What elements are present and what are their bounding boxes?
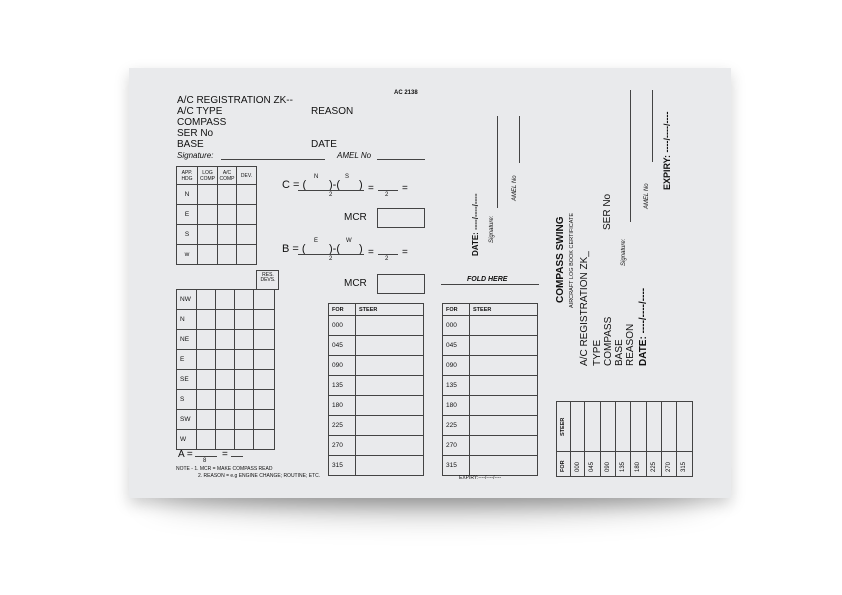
cell[interactable] — [254, 430, 275, 450]
mcr-b-box[interactable] — [377, 274, 425, 294]
vertical-date: DATE: ----/----/---- — [471, 193, 480, 256]
vertical-amel-no: AMEL No — [512, 175, 518, 201]
row-label-se: SE — [177, 370, 197, 390]
heading-180: 180 — [443, 396, 470, 416]
row-label-s: S — [177, 390, 197, 410]
vertical-signature-line[interactable] — [497, 116, 498, 208]
cell[interactable] — [254, 350, 275, 370]
heading-315: 315 — [329, 456, 356, 476]
heading-270: 270 — [662, 452, 677, 477]
cell[interactable] — [235, 350, 254, 370]
certificate-steer-table — [556, 401, 693, 477]
formula-b-e: E — [314, 238, 319, 244]
heading-090: 090 — [443, 356, 470, 376]
steer-cell[interactable] — [470, 456, 538, 476]
heading-090: 090 — [601, 452, 616, 477]
row-label-s: S — [177, 225, 198, 245]
mcr-label-2: MCR — [344, 278, 367, 289]
steer-cell[interactable] — [647, 402, 662, 452]
cell[interactable] — [216, 370, 235, 390]
fold-here-label: FOLD HERE — [467, 276, 508, 283]
row-label-sw: SW — [177, 410, 197, 430]
formula-c-n: N — [314, 174, 319, 180]
cell[interactable] — [254, 330, 275, 350]
heading-000: 000 — [571, 452, 585, 477]
header-dev: DEV. — [237, 167, 257, 185]
cell[interactable] — [254, 310, 275, 330]
heading-180: 180 — [631, 452, 647, 477]
formula-c-div: 2 — [329, 192, 333, 198]
certificate-signature: Signature: — [621, 238, 627, 266]
cell[interactable] — [197, 330, 216, 350]
row-label-e: E — [177, 205, 198, 225]
registration-label: A/C REGISTRATION ZK-- — [177, 95, 293, 106]
cell[interactable] — [237, 205, 257, 225]
row-label-w: w — [177, 245, 198, 265]
fold-line — [441, 284, 539, 285]
row-label-n: N — [177, 310, 197, 330]
steer-cell[interactable] — [631, 402, 647, 452]
row-label-ne: NE — [177, 330, 197, 350]
for-header: FOR — [329, 304, 356, 316]
cell[interactable] — [254, 370, 275, 390]
certificate-date: DATE: ----/----/---- — [638, 287, 649, 366]
compass-swing-card: AC 2138 A/C REGISTRATION ZK-- A/C TYPE REASON COMPASS SER No BASE DATE Signature: AMEL No APP. HDG LOG COMP A/C COMP DEV. N E S w C = ( N S )-( ) 2 = 2 = MCR B = ( E W )-( ) 2 = 2 = MCR RES. DEVS. NW N NE E SE S SW W A = 8 = NOTE - 1. MCR = MAKE COMPASS READ 2. REASON = e.g ENGINE CHANGE; ROUTINE; ETC. FOR STEER 000 045 090 135 180 225 270 315 FOLD HERE FOR STEER 000 045 090 135 180 225 270 315 EXPIRY:----/----/---- DATE: ----/----/---- Signature: AMEL No COMPASS SWING AIRCRAFT LOG BOOK CERTIFICATE A/C REGISTRATION ZK_ TYPE COMPASS SER No BASE REASON DATE: ----/----/---- Signature: AMEL No EXPIRY: ----/----/---- STEER FOR 000 045 090 135 180 225 270 315 — [129, 68, 731, 498]
for-header-rot: FOR — [557, 452, 571, 477]
formula-c-lhs: C = ( — [282, 179, 307, 191]
mcr-label-1: MCR — [344, 212, 367, 223]
reason-label: REASON — [311, 106, 354, 117]
for-header: FOR — [443, 304, 470, 316]
steer-cell[interactable] — [356, 416, 424, 436]
compass-label: COMPASS — [177, 117, 227, 128]
cell[interactable] — [198, 245, 218, 265]
certificate-reason: REASON — [625, 323, 636, 366]
steer-cell[interactable] — [356, 356, 424, 376]
ser-no-label: SER No — [177, 128, 214, 139]
steer-cell[interactable] — [356, 436, 424, 456]
steer-header: STEER — [356, 304, 424, 316]
cell[interactable] — [218, 185, 237, 205]
cell[interactable] — [237, 245, 257, 265]
header-ac-comp: A/C COMP — [218, 167, 237, 185]
steer-cell[interactable] — [470, 396, 538, 416]
type-label: A/C TYPE — [177, 106, 223, 117]
cell[interactable] — [235, 370, 254, 390]
cell[interactable] — [235, 410, 254, 430]
steer-table-2 — [442, 303, 538, 476]
certificate-type: TYPE — [592, 339, 603, 366]
mcr-c-box[interactable] — [377, 208, 425, 228]
cell[interactable] — [197, 310, 216, 330]
steer-cell[interactable] — [470, 336, 538, 356]
note-line-1: NOTE - 1. MCR = MAKE COMPASS READ — [176, 466, 273, 472]
header-log-comp: LOG COMP — [198, 167, 218, 185]
certificate-amel-no: AMEL No — [644, 183, 650, 209]
base-label: BASE — [177, 139, 204, 150]
cell[interactable] — [235, 390, 254, 410]
formula-a-lhs: A = — [178, 449, 193, 460]
heading-270: 270 — [443, 436, 470, 456]
cell[interactable] — [216, 290, 235, 310]
heading-225: 225 — [443, 416, 470, 436]
vertical-amel-line[interactable] — [519, 116, 520, 163]
date-label: DATE — [311, 139, 337, 150]
cell[interactable] — [216, 350, 235, 370]
res-devs-label: RES. DEVS. — [260, 272, 276, 283]
steer-cell[interactable] — [470, 376, 538, 396]
formula-a-div: 8 — [203, 458, 207, 464]
heading-135: 135 — [329, 376, 356, 396]
heading-225: 225 — [647, 452, 662, 477]
steer-header: STEER — [470, 304, 538, 316]
certificate-signature-line[interactable] — [630, 90, 631, 222]
cell[interactable] — [198, 205, 218, 225]
amel-no-label: AMEL No — [337, 151, 372, 160]
cell[interactable] — [216, 390, 235, 410]
cell[interactable] — [198, 225, 218, 245]
heading-315: 315 — [443, 456, 470, 476]
note-line-2: 2. REASON = e.g ENGINE CHANGE; ROUTINE; ETC. — [198, 473, 321, 479]
steer-cell[interactable] — [601, 402, 616, 452]
heading-000: 000 — [329, 316, 356, 336]
signature-line[interactable] — [221, 159, 325, 160]
cell[interactable] — [216, 410, 235, 430]
cell[interactable] — [237, 225, 257, 245]
cell[interactable] — [218, 245, 237, 265]
steer-cell[interactable] — [470, 356, 538, 376]
heading-270: 270 — [329, 436, 356, 456]
formula-c-s: S — [345, 174, 350, 180]
certificate-expiry: EXPIRY: ----/----/---- — [662, 111, 672, 190]
steer-cell[interactable] — [356, 456, 424, 476]
heading-315: 315 — [677, 452, 693, 477]
row-label-nw: NW — [177, 290, 197, 310]
cell[interactable] — [254, 410, 275, 430]
certificate-base: BASE — [614, 339, 625, 366]
steer-cell[interactable] — [356, 336, 424, 356]
steer-cell[interactable] — [356, 316, 424, 336]
steer-cell[interactable] — [356, 396, 424, 416]
header-app-hdg: APP. HDG — [177, 167, 198, 185]
heading-045: 045 — [443, 336, 470, 356]
cell[interactable] — [216, 330, 235, 350]
cell[interactable] — [216, 310, 235, 330]
vertical-signature: Signature: — [489, 215, 495, 243]
cardinal-deviation-table — [176, 166, 257, 265]
heading-090: 090 — [329, 356, 356, 376]
cell[interactable] — [254, 290, 275, 310]
certificate-registration: A/C REGISTRATION ZK_ — [579, 251, 590, 366]
row-label-w: W — [177, 430, 197, 450]
steer-cell[interactable] — [571, 402, 585, 452]
heading-deviation-table — [176, 289, 275, 450]
cell[interactable] — [198, 185, 218, 205]
formula-b-w: W — [346, 238, 352, 244]
steer-cell[interactable] — [470, 416, 538, 436]
formula-b-lhs: B = ( — [282, 243, 306, 255]
cell[interactable] — [235, 290, 254, 310]
steer-table-1 — [328, 303, 424, 476]
steer-cell[interactable] — [677, 402, 693, 452]
cell[interactable] — [216, 430, 235, 450]
formula-b-eq: = — [368, 247, 374, 258]
steer-header-rot: STEER — [557, 402, 571, 452]
certificate-title: COMPASS SWING — [555, 216, 566, 303]
cell[interactable] — [218, 225, 237, 245]
cell[interactable] — [197, 290, 216, 310]
steer-cell[interactable] — [470, 316, 538, 336]
formula-b-div: 2 — [329, 256, 333, 262]
cell[interactable] — [197, 410, 216, 430]
row-label-n: N — [177, 185, 198, 205]
cell[interactable] — [237, 185, 257, 205]
cell[interactable] — [235, 430, 254, 450]
heading-045: 045 — [329, 336, 356, 356]
certificate-subtitle: AIRCRAFT LOG BOOK CERTIFICATE — [569, 212, 575, 308]
certificate-ser-no: SER No — [602, 193, 613, 230]
heading-135: 135 — [616, 452, 631, 477]
steer-cell[interactable] — [585, 402, 601, 452]
form-number: AC 2138 — [394, 90, 418, 96]
heading-000: 000 — [443, 316, 470, 336]
heading-135: 135 — [443, 376, 470, 396]
steer-cell[interactable] — [662, 402, 677, 452]
amel-no-line[interactable] — [377, 159, 425, 160]
expiry-small: EXPIRY:----/----/---- — [459, 475, 502, 481]
steer-cell[interactable] — [616, 402, 631, 452]
signature-label: Signature: — [177, 151, 214, 160]
cell[interactable] — [218, 205, 237, 225]
certificate-amel-line[interactable] — [652, 90, 653, 162]
cell[interactable] — [235, 310, 254, 330]
steer-cell[interactable] — [470, 436, 538, 456]
heading-225: 225 — [329, 416, 356, 436]
formula-c-eq: = — [368, 183, 374, 194]
cell[interactable] — [197, 370, 216, 390]
row-label-e: E — [177, 350, 197, 370]
heading-045: 045 — [585, 452, 601, 477]
steer-cell[interactable] — [356, 376, 424, 396]
cell[interactable] — [254, 390, 275, 410]
certificate-compass: COMPASS — [603, 316, 614, 366]
cell[interactable] — [235, 330, 254, 350]
cell[interactable] — [197, 350, 216, 370]
heading-180: 180 — [329, 396, 356, 416]
cell[interactable] — [197, 390, 216, 410]
cell[interactable] — [197, 430, 216, 450]
formula-a-eq: = — [222, 449, 228, 460]
